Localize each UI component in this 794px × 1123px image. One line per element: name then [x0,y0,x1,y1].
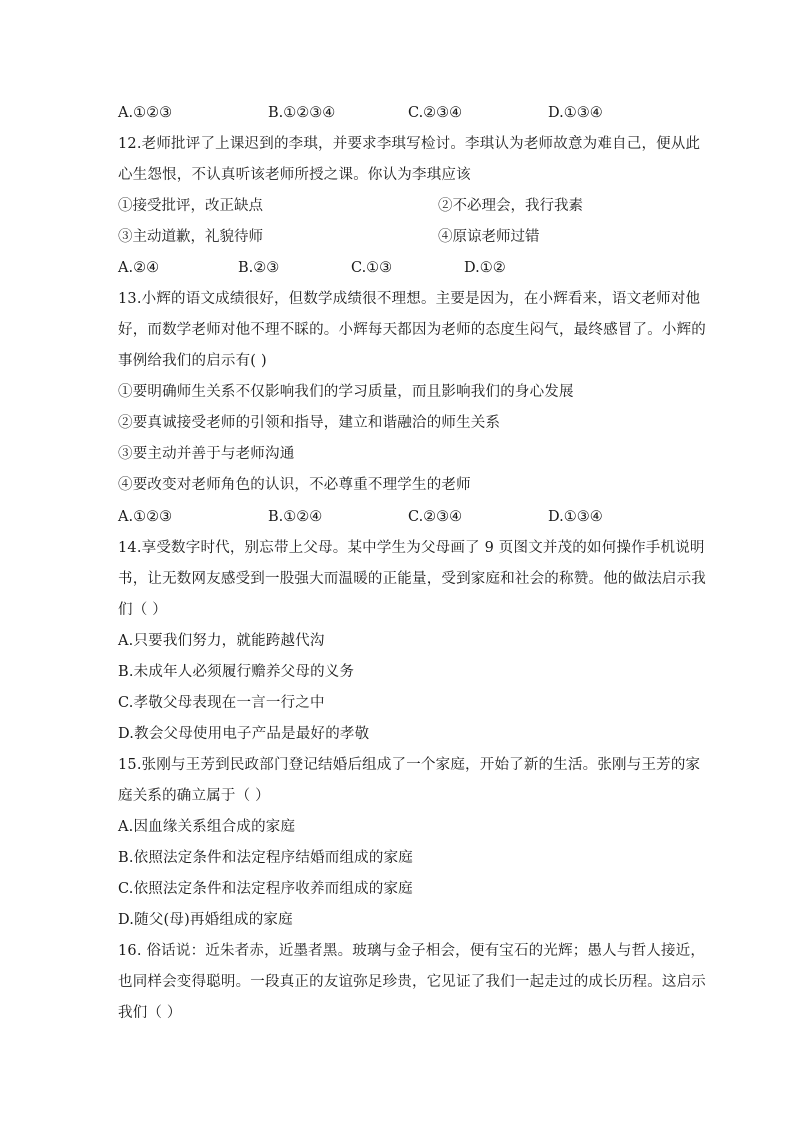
q12-statement-4: ④原谅老师过错 [438,229,540,245]
q12-option-a: A.②④ [118,260,160,276]
q12-option-b: B.②③ [238,260,280,276]
q12-option-d: D.①② [464,260,506,276]
q15-stem-line-2: 庭关系的确立属于（ ） [118,788,270,804]
q13-option-a: A.①②③ [118,509,173,525]
q13-option-c: C.②③④ [408,509,463,525]
q13-statement-4: ④要改变对老师角色的认识，不必尊重不理学生的老师 [118,477,471,493]
q16-stem-line-2: 也同样会变得聪明。一段真正的友谊弥足珍贵，它见证了我们一起走过的成长历程。这启示 [118,974,706,990]
q11-option-a: A.①②③ [118,105,173,121]
q12-statement-3: ③主动道歉，礼貌待师 [118,229,263,245]
q14-choice-a: A.只要我们努力，就能跨越代沟 [118,633,325,649]
q16-stem-line-3: 我们（ ） [118,1005,182,1021]
q12-stem-line-1: 12.老师批评了上课迟到的李琪，并要求李琪写检讨。李琪认为老师故意为难自己，便从此 [118,136,701,152]
q15-stem-line-1: 15.张刚与王芳到民政部门登记结婚后组成了一个家庭，开始了新的生活。张刚与王芳的家 [118,757,701,773]
q13-stem-line-1: 13.小辉的语文成绩很好，但数学成绩很不理想。主要是因为，在小辉看来，语文老师对他 [118,291,701,307]
q13-stem-line-2: 好，而数学老师对他不理不睬的。小辉每天都因为老师的态度生闷气，最终感冒了。小辉的 [118,322,706,338]
q15-choice-d: D.随父(母)再婚组成的家庭 [118,912,293,928]
q15-choice-b: B.依照法定条件和法定程序结婚而组成的家庭 [118,850,413,866]
q12-statement-2: ②不必理会，我行我素 [438,198,583,214]
q13-option-b: B.①②④ [268,509,323,525]
q13-statement-2: ②要真诚接受老师的引领和指导，建立和谐融洽的师生关系 [118,415,501,431]
q15-choice-c: C.依照法定条件和法定程序收养而组成的家庭 [118,881,413,897]
q15-choice-a: A.因血缘关系组合成的家庭 [118,819,296,835]
q12-statement-1: ①接受批评，改正缺点 [118,198,263,214]
q16-stem-line-1: 16. 俗话说：近朱者赤，近墨者黑。玻璃与金子相会，便有宝石的光辉；愚人与哲人接近， [118,943,706,959]
q12-option-c: C.①③ [351,260,393,276]
q11-option-d: D.①③④ [548,105,603,121]
q12-stem-line-2: 心生怨恨，不认真听该老师所授之课。你认为李琪应该 [118,167,471,183]
q14-stem-line-3: 们（ ） [118,602,167,618]
q14-choice-b: B.未成年人必须履行赡养父母的义务 [118,664,355,680]
q11-option-c: C.②③④ [408,105,463,121]
q14-stem-line-2: 书，让无数网友感受到一股强大而温暖的正能量，受到家庭和社会的称赞。他的做法启示我 [118,571,706,587]
q11-option-b: B.①②③④ [268,105,336,121]
q14-choice-c: C.孝敬父母表现在一言一行之中 [118,695,325,711]
q13-stem-line-3: 事例给我们的启示有( ) [118,353,267,369]
q14-choice-d: D.教会父母使用电子产品是最好的孝敬 [118,726,370,742]
q13-statement-1: ①要明确师生关系不仅影响我们的学习质量，而且影响我们的身心发展 [118,384,574,400]
q13-option-d: D.①③④ [548,509,603,525]
q13-statement-3: ③要主动并善于与老师沟通 [118,446,295,462]
q14-stem-line-1: 14.享受数字时代，别忘带上父母。某中学生为父母画了 9 页图文并茂的如何操作手机说明 [118,540,705,556]
